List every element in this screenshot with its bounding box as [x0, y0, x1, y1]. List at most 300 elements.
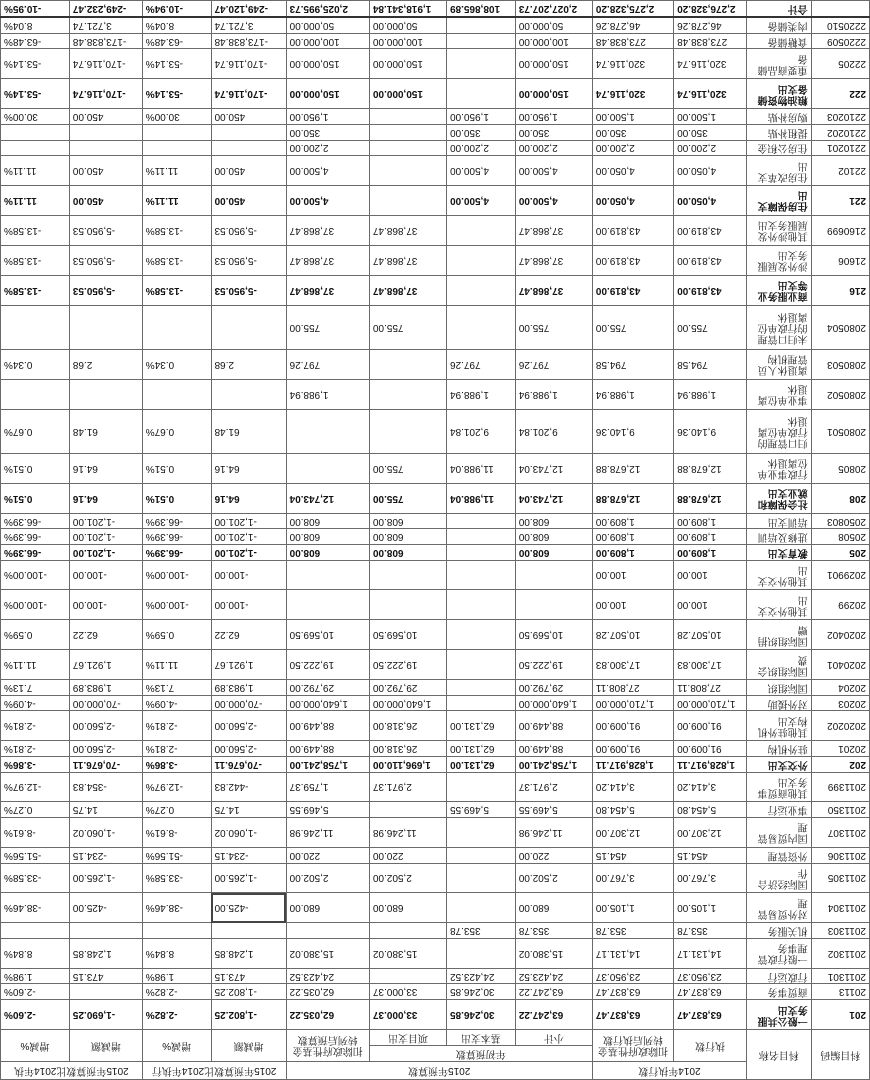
subject-code-cell[interactable]: 2020402 [811, 620, 869, 650]
value-cell[interactable]: -63.48% [142, 33, 211, 49]
subject-code-cell[interactable]: 20508 [811, 529, 869, 545]
value-cell[interactable]: -170,116.74 [211, 79, 286, 109]
subject-code-cell[interactable]: 201 [811, 1000, 869, 1030]
value-cell[interactable]: 3,721.74 [69, 17, 142, 33]
value-cell[interactable]: -1,201.00 [211, 529, 286, 545]
value-cell[interactable]: 24,423.52 [515, 968, 592, 984]
value-cell[interactable]: 1,640,000.00 [369, 695, 446, 711]
value-cell[interactable]: -70,000.00 [69, 695, 142, 711]
subject-code-cell[interactable]: 2029901 [811, 560, 869, 590]
subject-name-cell[interactable]: 商贸事务 [747, 984, 812, 1000]
value-cell[interactable] [369, 923, 446, 939]
value-cell[interactable]: 14.75 [211, 802, 286, 818]
value-cell[interactable] [69, 124, 142, 140]
value-cell[interactable]: 2.68 [211, 349, 286, 379]
subject-name-cell[interactable]: 行政事业单位离退休 [747, 453, 812, 483]
value-cell[interactable]: 0.34% [1, 349, 70, 379]
value-cell[interactable]: 273,838.48 [592, 33, 673, 49]
value-cell[interactable]: 320,116.74 [674, 79, 747, 109]
value-cell[interactable]: 15,380.02 [369, 938, 446, 968]
subject-name-cell[interactable]: 一般公共服务支出 [747, 1000, 812, 1030]
subject-code-cell[interactable]: 2011301 [811, 968, 869, 984]
value-cell[interactable] [286, 923, 369, 939]
value-cell[interactable]: 62,131.00 [447, 756, 516, 772]
value-cell[interactable]: 1,640,000.00 [515, 695, 592, 711]
value-cell[interactable]: 0.51% [142, 483, 211, 513]
value-cell[interactable]: -66.39% [142, 513, 211, 529]
value-cell[interactable]: 0.27% [1, 802, 70, 818]
value-cell[interactable] [369, 156, 446, 186]
subject-code-cell[interactable]: 20201 [811, 741, 869, 757]
value-cell[interactable]: -100.00% [142, 560, 211, 590]
value-cell[interactable]: -13.58% [142, 275, 211, 305]
value-cell[interactable]: 88,449.00 [286, 741, 369, 757]
value-cell[interactable]: 1,500.00 [674, 109, 747, 125]
subject-code-cell[interactable]: 2080503 [811, 349, 869, 379]
value-cell[interactable]: 37,868.47 [369, 245, 446, 275]
value-cell[interactable]: 91,009.00 [592, 741, 673, 757]
subject-code-cell[interactable]: 222 [811, 79, 869, 109]
subject-name-cell[interactable]: 行政运行 [747, 968, 812, 984]
subject-code-cell[interactable]: 216 [811, 275, 869, 305]
value-cell[interactable]: -2.60% [1, 984, 70, 1000]
value-cell[interactable]: 17,300.83 [674, 650, 747, 680]
value-cell[interactable]: 26,318.00 [369, 711, 446, 741]
value-cell[interactable]: -3.86% [142, 756, 211, 772]
value-cell[interactable]: 37,868.47 [515, 275, 592, 305]
value-cell[interactable]: 608.00 [515, 529, 592, 545]
value-cell[interactable]: 88,449.00 [515, 741, 592, 757]
value-cell[interactable]: 61.48 [211, 409, 286, 453]
value-cell[interactable] [447, 275, 516, 305]
value-cell[interactable]: 454.15 [674, 847, 747, 863]
value-cell[interactable]: -100.00% [142, 590, 211, 620]
value-cell[interactable]: 220.00 [369, 847, 446, 863]
subject-name-cell[interactable]: 进修及培训 [747, 529, 812, 545]
value-cell[interactable] [447, 620, 516, 650]
value-cell[interactable]: 755.00 [592, 305, 673, 349]
value-cell[interactable]: 63,837.47 [592, 1000, 673, 1030]
value-cell[interactable]: 100,000.00 [369, 33, 446, 49]
value-cell[interactable]: 15,380.02 [515, 938, 592, 968]
value-cell[interactable]: -2.82% [142, 1000, 211, 1030]
value-cell[interactable]: 1,988.94 [447, 379, 516, 409]
value-cell[interactable]: -8.61% [1, 818, 70, 848]
value-cell[interactable]: -1,201.00 [69, 544, 142, 560]
value-cell[interactable]: 10,569.50 [286, 620, 369, 650]
value-cell[interactable]: 273,838.48 [674, 33, 747, 49]
value-cell[interactable]: 1,500.00 [592, 109, 673, 125]
value-cell[interactable]: 350.00 [592, 124, 673, 140]
value-cell[interactable]: 350.00 [674, 124, 747, 140]
value-cell[interactable]: 30,246.85 [447, 984, 516, 1000]
value-cell[interactable]: -1,802.25 [211, 1000, 286, 1030]
value-cell[interactable]: 1,809.00 [674, 529, 747, 545]
value-cell[interactable] [369, 802, 446, 818]
value-cell[interactable]: 0.59% [1, 620, 70, 650]
value-cell[interactable]: -234.15 [211, 847, 286, 863]
value-cell[interactable]: 12,678.88 [674, 453, 747, 483]
value-cell[interactable]: -1,201.00 [211, 513, 286, 529]
value-cell[interactable] [447, 650, 516, 680]
value-cell[interactable]: 2.68 [69, 349, 142, 379]
subject-name-cell[interactable]: 其他外交支出 [747, 590, 812, 620]
subject-code-cell[interactable]: 2011304 [811, 893, 869, 923]
value-cell[interactable]: 88,449.00 [515, 711, 592, 741]
value-cell[interactable]: -100.00 [69, 560, 142, 590]
value-cell[interactable]: -2,560.00 [69, 711, 142, 741]
subject-name-cell[interactable]: 合计 [747, 1, 812, 18]
value-cell[interactable]: 1,758,241.00 [515, 756, 592, 772]
value-cell[interactable]: 27,808.11 [674, 680, 747, 696]
value-cell[interactable]: 43,819.00 [674, 215, 747, 245]
value-cell[interactable]: -5,950.53 [69, 245, 142, 275]
subject-name-cell[interactable]: 住房公积金 [747, 140, 812, 156]
value-cell[interactable]: -354.83 [69, 772, 142, 802]
value-cell[interactable]: 29,792.00 [515, 680, 592, 696]
subject-code-cell[interactable]: 2160699 [811, 215, 869, 245]
value-cell[interactable]: -5,950.53 [211, 215, 286, 245]
value-cell[interactable] [447, 938, 516, 968]
value-cell[interactable]: 1,248.85 [69, 938, 142, 968]
subject-name-cell[interactable]: 归口管理的行政单位离退休 [747, 409, 812, 453]
value-cell[interactable]: 350.00 [515, 124, 592, 140]
value-cell[interactable]: 37,868.47 [286, 275, 369, 305]
value-cell[interactable]: -1,265.00 [211, 863, 286, 893]
value-cell[interactable] [1, 379, 70, 409]
value-cell[interactable]: 43,819.00 [592, 245, 673, 275]
subject-name-cell[interactable]: 机关服务 [747, 923, 812, 939]
value-cell[interactable]: 91,009.00 [674, 741, 747, 757]
value-cell[interactable]: 3,721.74 [211, 17, 286, 33]
subject-code-cell[interactable]: 20805 [811, 453, 869, 483]
value-cell[interactable]: 30,246.85 [447, 1000, 516, 1030]
value-cell[interactable] [69, 305, 142, 349]
value-cell[interactable]: 8.04% [142, 17, 211, 33]
value-cell[interactable]: 220.00 [515, 847, 592, 863]
subject-code-cell[interactable]: 208 [811, 483, 869, 513]
value-cell[interactable]: 755.00 [515, 305, 592, 349]
value-cell[interactable]: 2,971.37 [515, 772, 592, 802]
value-cell[interactable]: 19,222.50 [515, 650, 592, 680]
value-cell[interactable]: 0.34% [142, 349, 211, 379]
value-cell[interactable]: -1,060.02 [211, 818, 286, 848]
value-cell[interactable]: -1,201.00 [69, 529, 142, 545]
subject-code-cell[interactable]: 2080501 [811, 409, 869, 453]
value-cell[interactable]: 320,116.74 [592, 79, 673, 109]
value-cell[interactable]: 62.22 [69, 620, 142, 650]
value-cell[interactable]: -13.58% [1, 245, 70, 275]
value-cell[interactable]: 7.13% [1, 680, 70, 696]
value-cell[interactable]: 100.00 [592, 560, 673, 590]
value-cell[interactable]: 2,276,328.20 [674, 1, 747, 18]
subject-code-cell[interactable] [811, 1, 869, 18]
subject-code-cell[interactable]: 205 [811, 544, 869, 560]
subject-code-cell[interactable]: 2210203 [811, 109, 869, 125]
value-cell[interactable]: -63.48% [1, 33, 70, 49]
value-cell[interactable]: 29,792.00 [286, 680, 369, 696]
value-cell[interactable]: 4,500.00 [515, 156, 592, 186]
value-cell[interactable]: 608.00 [286, 529, 369, 545]
value-cell[interactable]: 1,950.00 [515, 109, 592, 125]
value-cell[interactable]: 10,507.28 [674, 620, 747, 650]
value-cell[interactable]: 11.11% [1, 650, 70, 680]
subject-name-cell[interactable]: 提租补贴 [747, 124, 812, 140]
value-cell[interactable] [447, 818, 516, 848]
value-cell[interactable]: -249,120.47 [211, 1, 286, 18]
subject-code-cell[interactable]: 2020401 [811, 650, 869, 680]
value-cell[interactable]: 46,278.26 [592, 17, 673, 33]
subject-name-cell[interactable]: 购房补贴 [747, 109, 812, 125]
value-cell[interactable]: 43,819.00 [592, 215, 673, 245]
subject-name-cell[interactable]: 未归口管理的行政单位离退休 [747, 305, 812, 349]
value-cell[interactable]: 1,988.94 [286, 379, 369, 409]
value-cell[interactable]: 33,000.37 [369, 1000, 446, 1030]
value-cell[interactable] [369, 379, 446, 409]
value-cell[interactable]: 5,469.55 [515, 802, 592, 818]
value-cell[interactable]: 4,500.00 [515, 186, 592, 216]
value-cell[interactable]: 33,000.37 [369, 984, 446, 1000]
value-cell[interactable] [211, 923, 286, 939]
value-cell[interactable]: 450.00 [69, 186, 142, 216]
value-cell[interactable]: 37,868.47 [369, 215, 446, 245]
value-cell[interactable]: -1,265.00 [69, 863, 142, 893]
value-cell[interactable]: 4,500.00 [286, 156, 369, 186]
value-cell[interactable]: 37,868.47 [286, 245, 369, 275]
value-cell[interactable]: 14.75 [69, 802, 142, 818]
value-cell[interactable]: 4,500.00 [447, 156, 516, 186]
value-cell[interactable]: 1,988.94 [592, 379, 673, 409]
value-cell[interactable]: 1,758,241.00 [286, 756, 369, 772]
value-cell[interactable] [447, 513, 516, 529]
subject-name-cell[interactable]: 对外援助 [747, 695, 812, 711]
value-cell[interactable]: 1,809.00 [592, 529, 673, 545]
value-cell[interactable] [447, 893, 516, 923]
subject-name-cell[interactable]: 国际组织捐赠 [747, 620, 812, 650]
subject-name-cell[interactable]: 外资管理 [747, 847, 812, 863]
value-cell[interactable] [142, 379, 211, 409]
subject-code-cell[interactable]: 2011303 [811, 923, 869, 939]
value-cell[interactable]: 8.84% [1, 938, 70, 968]
value-cell[interactable]: 220.00 [286, 847, 369, 863]
value-cell[interactable] [1, 305, 70, 349]
value-cell[interactable]: 64.16 [69, 453, 142, 483]
value-cell[interactable]: 150,000.00 [369, 49, 446, 79]
value-cell[interactable]: -5,950.53 [69, 215, 142, 245]
value-cell[interactable]: 11.11% [1, 156, 70, 186]
value-cell[interactable]: 9,140.36 [674, 409, 747, 453]
value-cell[interactable]: 1,918,341.84 [369, 1, 446, 18]
value-cell[interactable]: 14,131.17 [674, 938, 747, 968]
value-cell[interactable]: -13.58% [142, 215, 211, 245]
subject-code-cell[interactable]: 2011302 [811, 938, 869, 968]
value-cell[interactable]: -100.00 [211, 560, 286, 590]
value-cell[interactable]: 23,950.37 [674, 968, 747, 984]
subject-name-cell[interactable]: 重要商品储备 [747, 49, 812, 79]
value-cell[interactable]: 450.00 [211, 186, 286, 216]
value-cell[interactable]: 2,025,995.73 [286, 1, 369, 18]
value-cell[interactable]: 12,307.00 [592, 818, 673, 848]
value-cell[interactable]: 1,988.94 [674, 379, 747, 409]
value-cell[interactable]: 755.00 [286, 305, 369, 349]
value-cell[interactable]: 1,105.00 [592, 893, 673, 923]
value-cell[interactable]: 100.00 [674, 590, 747, 620]
value-cell[interactable]: -53.14% [142, 49, 211, 79]
value-cell[interactable]: 0.67% [142, 409, 211, 453]
subject-code-cell[interactable]: 20299 [811, 590, 869, 620]
value-cell[interactable]: -2.81% [142, 711, 211, 741]
value-cell[interactable]: 91,009.00 [674, 711, 747, 741]
value-cell[interactable]: 4,500.00 [286, 186, 369, 216]
subject-code-cell[interactable]: 2020202 [811, 711, 869, 741]
value-cell[interactable]: 353.78 [447, 923, 516, 939]
value-cell[interactable] [369, 560, 446, 590]
value-cell[interactable]: 50,000.00 [515, 17, 592, 33]
value-cell[interactable]: 29,792.00 [369, 680, 446, 696]
value-cell[interactable]: 63,837.47 [592, 984, 673, 1000]
value-cell[interactable]: 797.26 [286, 349, 369, 379]
value-cell[interactable]: 680.00 [286, 893, 369, 923]
value-cell[interactable]: 50,000.00 [369, 17, 446, 33]
value-cell[interactable]: 63,247.22 [515, 1000, 592, 1030]
value-cell[interactable]: 3,767.00 [674, 863, 747, 893]
value-cell[interactable]: 62.22 [211, 620, 286, 650]
value-cell[interactable]: -425.00 [211, 893, 286, 923]
subject-name-cell[interactable]: 国际经济合作 [747, 863, 812, 893]
subject-name-cell[interactable]: 住房改革支出 [747, 156, 812, 186]
subject-name-cell[interactable]: 粮油物资储备支出 [747, 79, 812, 109]
value-cell[interactable]: -249,232.47 [69, 1, 142, 18]
value-cell[interactable]: -2,560.00 [211, 741, 286, 757]
value-cell[interactable]: 797.26 [447, 349, 516, 379]
value-cell[interactable]: 794.58 [592, 349, 673, 379]
value-cell[interactable]: 61.48 [69, 409, 142, 453]
value-cell[interactable]: -4.09% [1, 695, 70, 711]
value-cell[interactable]: 450.00 [211, 109, 286, 125]
value-cell[interactable] [369, 349, 446, 379]
subject-name-cell[interactable]: 其他商贸事务支出 [747, 772, 812, 802]
value-cell[interactable]: -66.39% [1, 529, 70, 545]
value-cell[interactable]: 1,809.00 [674, 513, 747, 529]
value-cell[interactable]: 64.16 [69, 483, 142, 513]
subject-name-cell[interactable]: 教育支出 [747, 544, 812, 560]
value-cell[interactable]: 100.00 [592, 590, 673, 620]
value-cell[interactable]: -53.14% [1, 79, 70, 109]
value-cell[interactable]: 11,988.04 [447, 483, 516, 513]
value-cell[interactable] [447, 33, 516, 49]
subject-code-cell[interactable]: 22205 [811, 49, 869, 79]
value-cell[interactable] [515, 560, 592, 590]
value-cell[interactable]: 43,819.00 [592, 275, 673, 305]
value-cell[interactable] [447, 772, 516, 802]
value-cell[interactable]: 11.11% [142, 650, 211, 680]
value-cell[interactable]: 12,307.00 [674, 818, 747, 848]
value-cell[interactable]: -70,676.11 [211, 756, 286, 772]
value-cell[interactable]: -10.95% [1, 1, 70, 18]
value-cell[interactable]: -53.14% [1, 49, 70, 79]
value-cell[interactable]: 11.11% [142, 186, 211, 216]
value-cell[interactable]: 2,200.00 [515, 140, 592, 156]
value-cell[interactable]: 2,200.00 [447, 140, 516, 156]
value-cell[interactable]: 2,200.00 [592, 140, 673, 156]
value-cell[interactable]: 2,502.00 [515, 863, 592, 893]
value-cell[interactable]: 2,502.00 [286, 863, 369, 893]
value-cell[interactable]: 1,248.85 [211, 938, 286, 968]
value-cell[interactable]: -5,950.53 [69, 275, 142, 305]
value-cell[interactable]: 680.00 [515, 893, 592, 923]
value-cell[interactable] [447, 305, 516, 349]
subject-code-cell[interactable]: 2220509 [811, 33, 869, 49]
value-cell[interactable]: -170,116.74 [69, 49, 142, 79]
value-cell[interactable]: -13.58% [142, 245, 211, 275]
value-cell[interactable]: 30.00% [142, 109, 211, 125]
value-cell[interactable]: -53.14% [142, 79, 211, 109]
value-cell[interactable]: 150,000.00 [369, 79, 446, 109]
value-cell[interactable]: -5,950.53 [211, 275, 286, 305]
value-cell[interactable]: 1,950.00 [447, 109, 516, 125]
subject-code-cell[interactable]: 2011305 [811, 863, 869, 893]
subject-code-cell[interactable]: 2210202 [811, 124, 869, 140]
value-cell[interactable]: 4,050.00 [674, 156, 747, 186]
subject-name-cell[interactable]: 食糖储备 [747, 33, 812, 49]
value-cell[interactable] [447, 590, 516, 620]
value-cell[interactable] [1, 923, 70, 939]
value-cell[interactable]: 608.00 [369, 529, 446, 545]
value-cell[interactable]: 5,469.55 [447, 802, 516, 818]
subject-name-cell[interactable]: 国际组织 [747, 680, 812, 696]
value-cell[interactable]: 30.00% [1, 109, 70, 125]
value-cell[interactable]: 5,469.55 [286, 802, 369, 818]
value-cell[interactable] [447, 847, 516, 863]
value-cell[interactable] [286, 560, 369, 590]
value-cell[interactable]: 1,710,000.00 [592, 695, 673, 711]
value-cell[interactable]: 2,200.00 [286, 140, 369, 156]
value-cell[interactable]: 12,678.88 [592, 483, 673, 513]
value-cell[interactable]: -2.82% [142, 984, 211, 1000]
value-cell[interactable]: -4.09% [142, 695, 211, 711]
value-cell[interactable] [211, 140, 286, 156]
value-cell[interactable]: 1,809.00 [592, 544, 673, 560]
value-cell[interactable]: 320,116.74 [592, 49, 673, 79]
value-cell[interactable]: -38.46% [1, 893, 70, 923]
value-cell[interactable] [447, 695, 516, 711]
value-cell[interactable]: 4,500.00 [447, 186, 516, 216]
subject-name-cell[interactable]: 外交支出 [747, 756, 812, 772]
subject-name-cell[interactable]: 一般行政管理事务 [747, 938, 812, 968]
value-cell[interactable]: 8.84% [142, 938, 211, 968]
subject-code-cell[interactable]: 2210201 [811, 140, 869, 156]
value-cell[interactable]: 62,035.22 [286, 1000, 369, 1030]
value-cell[interactable]: 350.00 [447, 124, 516, 140]
value-cell[interactable]: -66.39% [1, 513, 70, 529]
value-cell[interactable]: 473.15 [69, 968, 142, 984]
subject-name-cell[interactable]: 离退休人员管理机构 [747, 349, 812, 379]
value-cell[interactable] [515, 590, 592, 620]
value-cell[interactable]: 4,050.00 [592, 186, 673, 216]
value-cell[interactable]: -173,838.48 [211, 33, 286, 49]
value-cell[interactable]: 794.58 [674, 349, 747, 379]
value-cell[interactable]: 4,050.00 [592, 156, 673, 186]
value-cell[interactable] [211, 124, 286, 140]
subject-name-cell[interactable]: 商业服务业等支出 [747, 275, 812, 305]
value-cell[interactable]: 108,865.89 [447, 1, 516, 18]
value-cell[interactable]: 9,140.36 [592, 409, 673, 453]
value-cell[interactable]: -100.00 [69, 590, 142, 620]
value-cell[interactable]: 1,696,110.00 [369, 756, 446, 772]
value-cell[interactable]: 27,808.11 [592, 680, 673, 696]
value-cell[interactable]: -2.60% [1, 1000, 70, 1030]
value-cell[interactable]: 2,027,207.73 [515, 1, 592, 18]
